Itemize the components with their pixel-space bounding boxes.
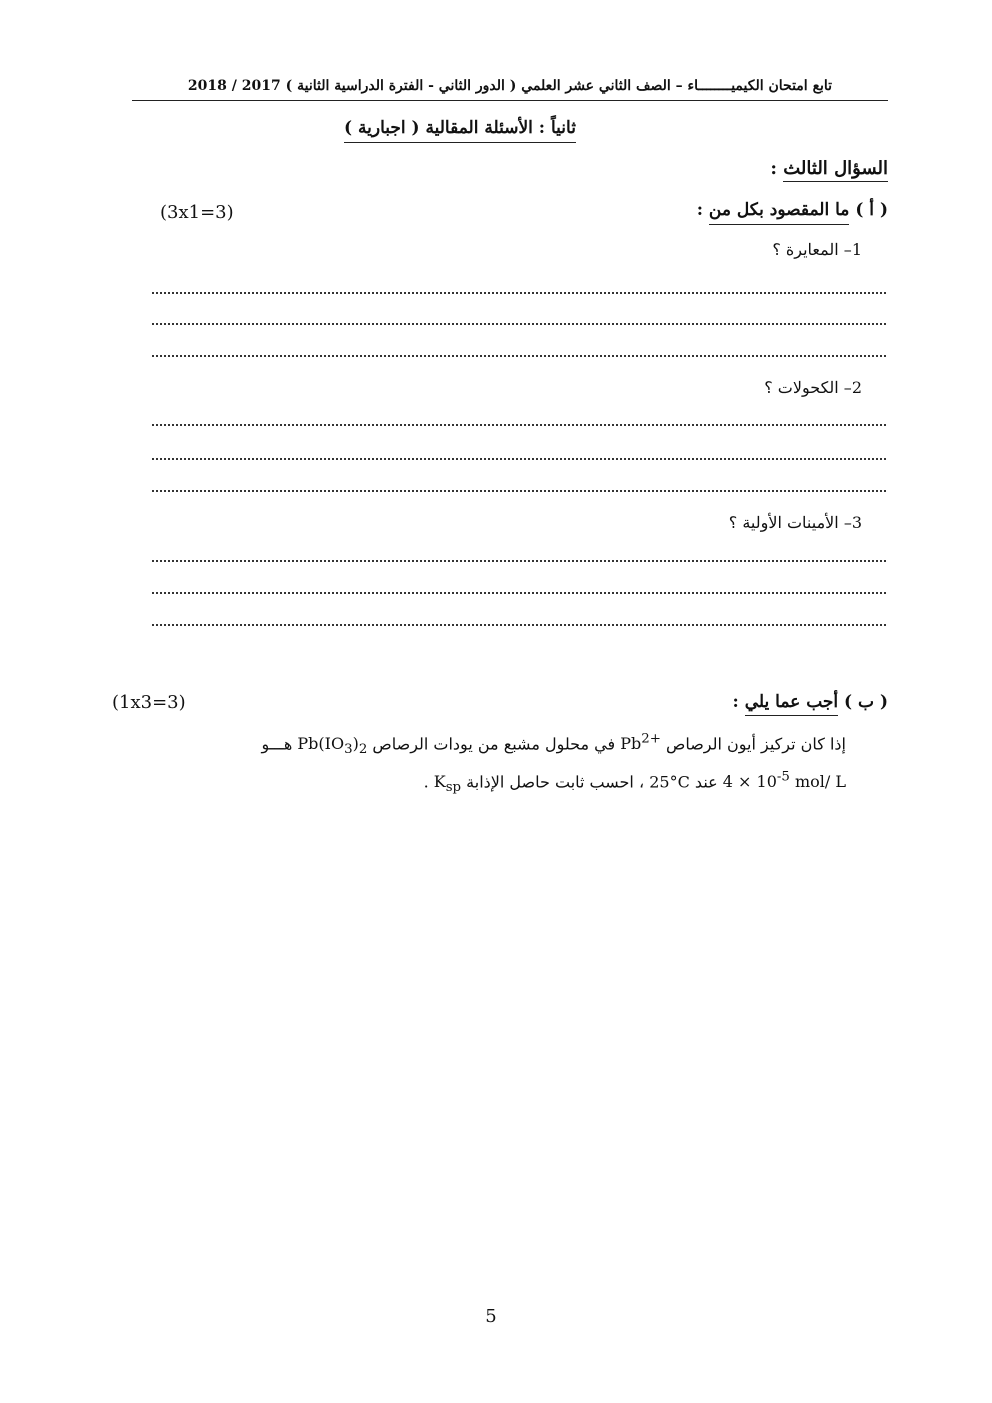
q-text: إذا كان تركيز أيون الرصاص: [660, 734, 846, 754]
part-a-heading: [697, 200, 888, 220]
part-b-question-line-1: [262, 732, 846, 758]
answer-line[interactable]: [152, 560, 886, 562]
answer-line[interactable]: [152, 424, 886, 426]
part-a-item-2: 2– الكحولات ؟: [764, 378, 862, 397]
answer-line[interactable]: [152, 323, 886, 325]
part-b-question-line-2: [424, 770, 846, 796]
answer-line[interactable]: [152, 490, 886, 492]
lead-ion: $Pb^{2+}$: [620, 732, 661, 754]
q-text: .: [423, 772, 434, 792]
temperature-value: 25°C: [649, 772, 690, 792]
exam-header: تابع امتحان الكيميــــــــاء – الصف الثاني عشر العلمي ( الدور الثاني - الفترة الدراسية الثانية ) 2017 / 2018: [187, 78, 833, 94]
part-a-prefix: ( أ ): [849, 200, 888, 220]
q-text: عند: [689, 772, 723, 792]
question-3-title-suffix: :: [770, 158, 784, 179]
question-3-title: [770, 158, 888, 179]
part-b-label: أجب عما يلي: [745, 692, 838, 716]
answer-line[interactable]: [152, 458, 886, 460]
part-a-item-3: 3– الأمينات الأولية ؟: [728, 513, 862, 532]
part-b-heading: [732, 692, 888, 712]
answer-line[interactable]: [152, 624, 886, 626]
header-rule: [132, 100, 888, 101]
part-b-prefix: ( ب ): [838, 692, 888, 712]
page-number: 5: [485, 1306, 497, 1327]
part-a-suffix: :: [696, 200, 709, 220]
section-title: [300, 118, 620, 138]
part-b-suffix: :: [732, 692, 745, 712]
concentration-value: $4 \times 10^{-5}$ mol/ L: [722, 770, 846, 792]
part-a-label: ما المقصود بكل من: [709, 200, 850, 225]
answer-line[interactable]: [152, 292, 886, 294]
part-a-item-1: 1– المعايرة ؟: [772, 240, 862, 259]
q-text: ، احسب ثابت حاصل الإذابة: [461, 772, 650, 792]
ksp-symbol: $K_{sp}$: [433, 772, 462, 796]
part-a-marks: (3x1=3): [160, 202, 234, 223]
answer-line[interactable]: [152, 592, 886, 594]
section-title-text: ثانياً : الأسئلة المقالية ( اجبارية ): [344, 118, 576, 143]
q-text: هـــو: [261, 734, 298, 754]
q-text: في محلول مشبع من يودات الرصاص: [367, 734, 621, 754]
part-b-marks: (1x3=3): [112, 692, 186, 713]
lead-iodate-formula: $Pb(IO_3)_2$: [297, 734, 368, 758]
answer-line[interactable]: [152, 355, 886, 357]
question-3-title-text: السؤال الثالث: [783, 158, 888, 182]
